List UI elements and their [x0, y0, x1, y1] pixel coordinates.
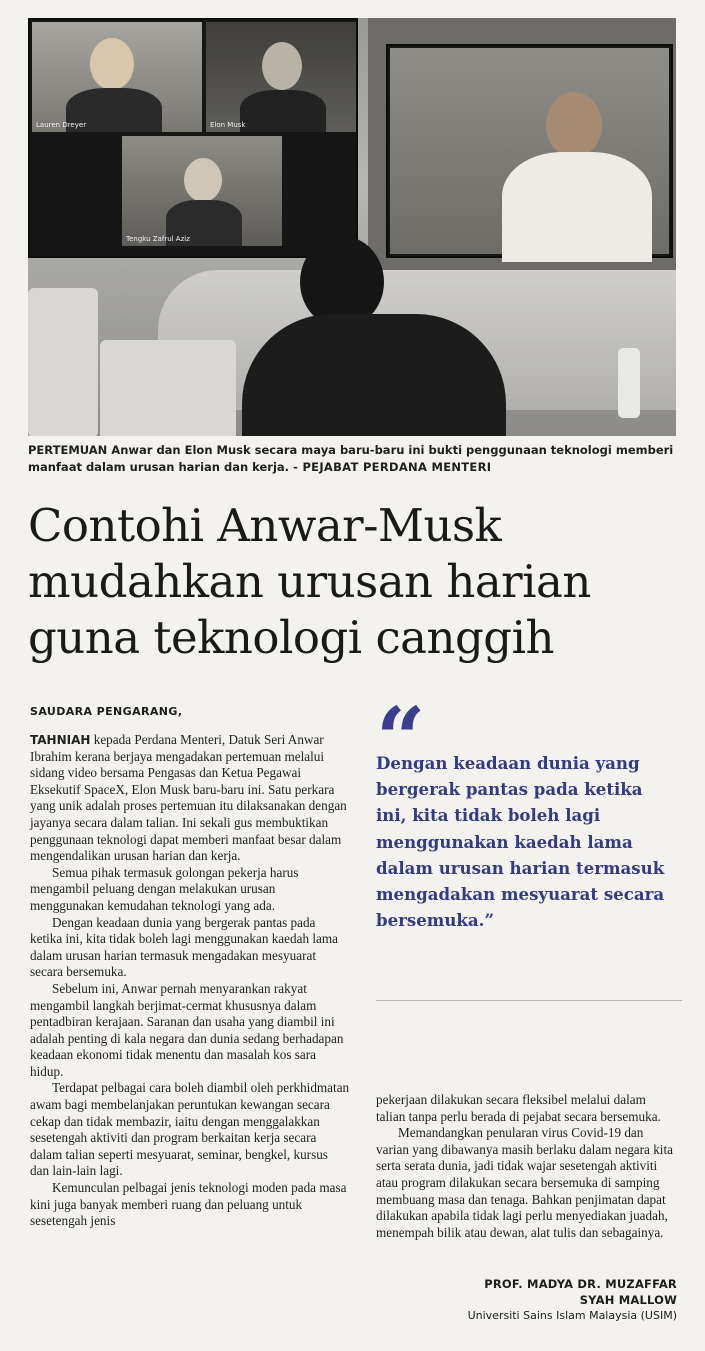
paragraph: Sebelum ini, Anwar pernah menyarankan rakyat mengambil langkah berjimat-cermat khususnya dalam pentadbiran kerajaan. Saranan dan usaha yang diambil ini adalah penting di kala negara dan dunia sedang berhadapan keadaan ekonomi tidak menentu dan masalah kos sara hidup.	[30, 980, 344, 1079]
participant-name: Lauren Dreyer	[36, 121, 87, 129]
paragraph: Semua pihak termasuk golongan pekerja harus mengambil peluang dengan melakukan urusan menggunakan kemudahan teknologi yang ada.	[30, 864, 299, 913]
paragraph: pekerjaan dilakukan secara fleksibel melalui dalam talian tanpa perlu berada di pejabat secara bersemuka.	[376, 1092, 661, 1124]
video-call-screen-left	[28, 18, 358, 258]
video-call-screen-right	[386, 44, 673, 258]
author-organization: Universiti Sains Islam Malaysia (USIM)	[467, 1309, 677, 1322]
caption-text: Anwar dan Elon Musk secara maya baru-baru ini bukti penggunaan teknologi memberi manfaat dalam urusan harian dan kerja.	[28, 443, 674, 474]
video-tile-elon	[206, 22, 356, 132]
video-tile-anwar	[390, 48, 669, 254]
salutation: SAUDARA PENGARANG,	[30, 705, 183, 718]
participant-head	[262, 42, 302, 90]
headline-line-1: Contohi Anwar-Musk	[28, 499, 502, 552]
paragraph-text: kepada Perdana Menteri, Datuk Seri Anwar Ibrahim kerana berjaya mengadakan pertemuan melalui sidang video bersama Pengasas dan Ketua Pegawai Eksekutif SpaceX, Elon Musk baru-baru ini. Satu perkara yang unik adalah proses pertemuan itu dilaksanakan dengan jayanya secara dalam talian. Ini sekali gus membuktikan penggunaan teknologi dapat memberi manfaat besar dalam mengendalikan urusan harian dan kerja.	[30, 732, 347, 864]
headline-line-2: mudahkan urusan harian	[28, 555, 591, 608]
news-photo	[28, 18, 676, 436]
paragraph	[30, 732, 350, 865]
video-tile-zafrul	[122, 136, 282, 246]
photo-caption	[28, 442, 678, 476]
author-signature	[468, 1276, 677, 1324]
caption-lead: PERTEMUAN	[28, 443, 108, 457]
participant-name: Tengku Zafrul Aziz	[126, 235, 190, 243]
paragraph: Memandangkan penularan virus Covid-19 dan varian yang dibawanya masih berlaku dalam negara kita serta serata dunia, jadi tidak wajar sesetengah aktiviti atau program dilakukan secara bersemuka di samping membuang masa dan tenaga. Bahkan penjimatan dapat dilakukan apabila tidak lagi perlu menyediakan juadah, menempah bilik atau dewan, alat tulis dan sebagainya.	[376, 1125, 673, 1240]
water-bottle	[618, 348, 640, 418]
author-name-line-1: PROF. MADYA DR. MUZAFFAR	[484, 1277, 677, 1291]
pull-quote: Dengan keadaan dunia yang bergerak pantas pada ketika ini, kita tidak boleh lagi menggunakan kaedah lama dalam urusan harian termasuk mengadakan mesyuarat secara bersemuka.”	[376, 753, 665, 931]
paragraph: Terdapat pelbagai cara boleh diambil oleh perkhidmatan awam bagi membelanjakan peruntukan kewangan secara cekap dan tidak membazir, iaitu dengan menggalakkan sesetengah aktiviti dan program berkaitan kerja secara dalam talian seperti mesyuarat, seminar, bengkel, kursus dan lain-lain lagi.	[30, 1080, 350, 1179]
paragraph: Dengan keadaan dunia yang bergerak pantas pada ketika ini, kita tidak boleh lagi menggunakan kaedah lama dalam urusan harian termasuk mengadakan mesyuarat secara bersemuka.	[30, 914, 338, 980]
divider	[376, 1000, 682, 1001]
body-column-right	[376, 1092, 676, 1241]
body-column-left	[30, 732, 350, 1230]
woman-body	[242, 314, 506, 436]
video-tile-lauren	[32, 22, 202, 132]
quote-mark-icon: “	[376, 689, 420, 790]
author-name-line-2: SYAH MALLOW	[579, 1293, 677, 1307]
chair	[28, 288, 98, 436]
participant-body	[502, 152, 652, 262]
headline	[28, 498, 688, 666]
chair	[100, 340, 236, 436]
participant-name: Elon Musk	[210, 121, 246, 129]
headline-line-3: guna teknologi canggih	[28, 611, 554, 664]
paragraph: Kemunculan pelbagai jenis teknologi moden pada masa kini juga banyak memberi ruang dan peluang untuk sesetengah jenis	[30, 1180, 347, 1229]
caption-credit: - PEJABAT PERDANA MENTERI	[293, 460, 492, 474]
participant-head	[546, 92, 602, 158]
participant-head	[184, 158, 222, 202]
participant-body	[240, 90, 326, 132]
lead-word: TAHNIAH	[30, 733, 91, 747]
participant-head	[90, 38, 134, 90]
